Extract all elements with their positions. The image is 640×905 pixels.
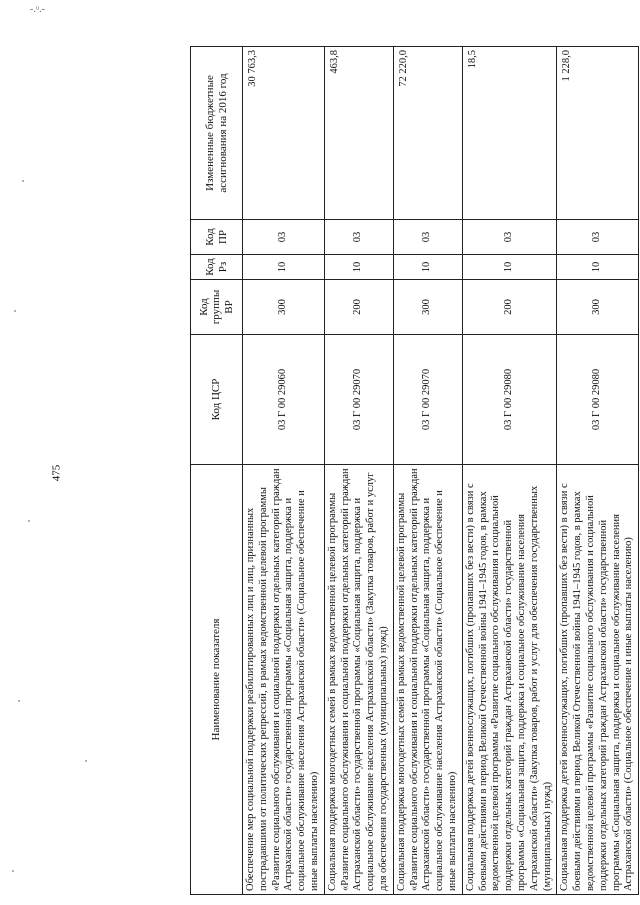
- header-indicator-name: Наименование показателя: [191, 465, 243, 895]
- page-number: 475: [50, 464, 63, 482]
- header-vr-group-code: Код группы ВР: [191, 280, 243, 335]
- row-pr-code: 03: [243, 220, 325, 255]
- budget-table: [190, 46, 639, 895]
- row-vr-code: 300: [243, 280, 325, 335]
- table-row: [324, 47, 393, 895]
- row-csr-code: 03 Г 00 29060: [243, 335, 325, 465]
- table-row: [557, 47, 639, 895]
- header-csr-code: Код ЦСР: [191, 335, 243, 465]
- row-csr-code: 03 Г 00 29070: [393, 335, 462, 465]
- table-row: [393, 47, 462, 895]
- scan-mark: -.ᵘ.-: [30, 4, 45, 15]
- row-amount: 1 228,0: [557, 47, 639, 220]
- budget-table-wrapper: [190, 47, 635, 895]
- row-vr-code: 200: [462, 280, 557, 335]
- row-description: Социальная поддержка детей военнослужащих, погибших (пропавших без вести) в связи с боевыми действиями в период Великой Отечественной войны 1941–1945 годов, в рамках ведомственной целевой программы «Развитие социального обслуживания и социальной поддержки отдельных категорий граждан Астраханской области» государственной программы «Социальная защита, поддержка и социальное обслуживание населения Астраханской области» (Социальное обеспечение и иные выплаты населению): [557, 465, 639, 895]
- row-vr-code: 200: [324, 280, 393, 335]
- row-amount: 18,5: [462, 47, 557, 220]
- row-pr-code: 03: [462, 220, 557, 255]
- row-amount: 463,8: [324, 47, 393, 220]
- header-pr-code: Код ПР: [191, 220, 243, 255]
- row-description: Социальная поддержка детей военнослужащих, погибших (пропавших без вести) в связи с боевыми действиями в период Великой Отечественной войны 1941–1945 годов, в рамках ведомственной целевой программы «Развитие социального обслуживания и социальной поддержки отдельных категорий граждан Астраханской области» государственной программы «Социальная защита, поддержка и социальное обслуживание населения Астраханской области» (Закупка товаров, работ и услуг для обеспечения государственных (муниципальных) нужд): [462, 465, 557, 895]
- row-amount: 30 763,3: [243, 47, 325, 220]
- table-header-row: [191, 47, 243, 895]
- row-pr-code: 03: [557, 220, 639, 255]
- row-rz-code: 10: [243, 255, 325, 280]
- row-rz-code: 10: [393, 255, 462, 280]
- table-row: [243, 47, 325, 895]
- row-description: Социальная поддержка многодетных семей в рамках ведомственной целевой программы «Развитие социального обслуживания и социальной поддержки отдельных категорий граждан Астраханской области» государственной программы «Социальная защита, поддержка и социальное обслуживание населения Астраханской области» (Социальное обеспечение и иные выплаты населению): [393, 465, 462, 895]
- header-budget-2016: Измененные бюджетные ассигнования на 2016 год: [191, 47, 243, 220]
- row-csr-code: 03 Г 00 29070: [324, 335, 393, 465]
- row-vr-code: 300: [393, 280, 462, 335]
- row-pr-code: 03: [324, 220, 393, 255]
- row-rz-code: 10: [462, 255, 557, 280]
- row-pr-code: 03: [393, 220, 462, 255]
- row-vr-code: 300: [557, 280, 639, 335]
- row-rz-code: 10: [324, 255, 393, 280]
- row-csr-code: 03 Г 00 29080: [557, 335, 639, 465]
- row-description: Обеспечение мер социальной поддержки реабилитированных лиц и лиц, признанных пострадавшими от политических репрессий, в рамках ведомственной целевой программы «Развитие социального обслуживания и социальной поддержки отдельных категорий граждан Астраханской области» государственной программы «Социальная защита, поддержка и социальное обслуживание населения Астраханской области» (Социальное обеспечение и иные выплаты населению): [243, 465, 325, 895]
- row-amount: 72 220,0: [393, 47, 462, 220]
- table-row: [462, 47, 557, 895]
- row-csr-code: 03 Г 00 29080: [462, 335, 557, 465]
- header-rz-code: Код Рз: [191, 255, 243, 280]
- row-description: Социальная поддержка многодетных семей в рамках ведомственной целевой программы «Развитие социального обслуживания и социальной поддержки отдельных категорий граждан Астраханской области» государственной программы «Социальная защита, поддержка и социальное обслуживание населения Астраханской области» (Закупка товаров, работ и услуг для обеспечения государственных (муниципальных) нужд): [324, 465, 393, 895]
- row-rz-code: 10: [557, 255, 639, 280]
